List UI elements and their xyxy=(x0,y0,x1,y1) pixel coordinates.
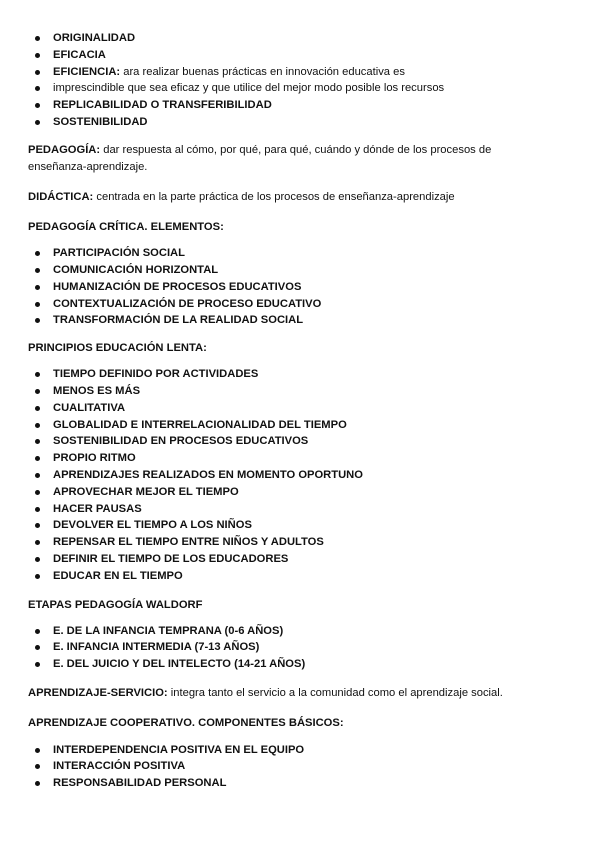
didactica-label: DIDÁCTICA: xyxy=(28,190,94,203)
critica-list xyxy=(28,245,578,329)
item-label: ORIGINALIDAD xyxy=(53,32,136,44)
servicio-label: APRENDIZAJE-SERVICIO: xyxy=(28,687,168,700)
cooperativo-heading: APRENDIZAJE COOPERATIVO. COMPONENTES BÁSICOS: xyxy=(28,716,344,729)
didactica-text: centrada en la parte práctica de los procesos de enseñanza-aprendizaje xyxy=(93,190,455,203)
item-label: REPLICABILIDAD O TRANSFERIBILIDAD xyxy=(53,99,272,112)
list-item: RESPONSABILIDAD PERSONAL xyxy=(28,775,578,792)
list-item: TIEMPO DEFINIDO POR ACTIVIDADES xyxy=(28,366,578,383)
list-item: TRANSFORMACIÓN DE LA REALIDAD SOCIAL xyxy=(28,312,578,329)
list-item xyxy=(28,114,578,131)
list-item xyxy=(28,80,578,97)
list-item: GLOBALIDAD E INTERRELACIONALIDAD DEL TIEMPO xyxy=(28,417,578,434)
list-item: EDUCAR EN EL TIEMPO xyxy=(28,568,578,585)
list-item xyxy=(28,30,578,47)
cooperativo-list xyxy=(28,742,578,792)
item-label: EFICIENCIA: xyxy=(53,65,121,78)
waldorf-heading: ETAPAS PEDAGOGÍA WALDORF xyxy=(28,598,203,611)
list-item: MENOS ES MÁS xyxy=(28,383,578,400)
list-item: COMUNICACIÓN HORIZONTAL xyxy=(28,262,578,279)
list-item: HUMANIZACIÓN DE PROCESOS EDUCATIVOS xyxy=(28,279,578,296)
servicio-text: integra tanto el servicio a la comunidad como el aprendizaje social. xyxy=(167,687,503,700)
list-item: HACER PAUSAS xyxy=(28,501,578,518)
item-description: imprescindible que sea eficaz y que utilice del mejor modo posible los recursos xyxy=(53,82,445,95)
list-item: INTERDEPENDENCIA POSITIVA EN EL EQUIPO xyxy=(28,742,578,759)
list-item: APROVECHAR MEJOR EL TIEMPO xyxy=(28,484,578,501)
didactica-definition xyxy=(28,189,578,207)
list-item: CUALITATIVA xyxy=(28,400,578,417)
pedagogia-text-line2: enseñanza-aprendizaje. xyxy=(28,161,148,174)
list-item: DEFINIR EL TIEMPO DE LOS EDUCADORES xyxy=(28,551,578,568)
pedagogia-text-line1: dar respuesta al cómo, por qué, para qué, cuándo y dónde de los procesos de xyxy=(100,143,492,156)
list-item xyxy=(28,64,578,81)
pedagogia-definition xyxy=(28,142,578,177)
lenta-list xyxy=(28,366,578,584)
quality-criteria-list xyxy=(28,30,578,131)
pedagogia-label: PEDAGOGÍA: xyxy=(28,143,101,156)
list-item xyxy=(28,97,578,114)
list-item: REPENSAR EL TIEMPO ENTRE NIÑOS Y ADULTOS xyxy=(28,534,578,551)
list-item: DEVOLVER EL TIEMPO A LOS NIÑOS xyxy=(28,517,578,534)
waldorf-list xyxy=(28,623,578,673)
list-item: E. INFANCIA INTERMEDIA (7-13 AÑOS) xyxy=(28,639,578,656)
list-item: E. DEL JUICIO Y DEL INTELECTO (14-21 AÑOS) xyxy=(28,656,578,673)
servicio-definition xyxy=(28,685,578,703)
item-label: SOSTENIBILIDAD xyxy=(53,115,148,128)
document-page xyxy=(28,30,578,792)
list-item: PARTICIPACIÓN SOCIAL xyxy=(28,245,578,262)
list-item: PROPIO RITMO xyxy=(28,450,578,467)
list-item: SOSTENIBILIDAD EN PROCESOS EDUCATIVOS xyxy=(28,433,578,450)
item-description: ara realizar buenas prácticas en innovación educativa es xyxy=(120,65,405,78)
list-item: E. DE LA INFANCIA TEMPRANA (0-6 AÑOS) xyxy=(28,623,578,640)
critica-heading: PEDAGOGÍA CRÍTICA. ELEMENTOS: xyxy=(28,221,224,234)
list-item: APRENDIZAJES REALIZADOS EN MOMENTO OPORTUNO xyxy=(28,467,578,484)
list-item: INTERACCIÓN POSITIVA xyxy=(28,758,578,775)
lenta-heading: PRINCIPIOS EDUCACIÓN LENTA: xyxy=(28,342,207,355)
list-item xyxy=(28,47,578,64)
list-item: CONTEXTUALIZACIÓN DE PROCESO EDUCATIVO xyxy=(28,296,578,313)
item-label: EFICACIA xyxy=(53,48,106,61)
